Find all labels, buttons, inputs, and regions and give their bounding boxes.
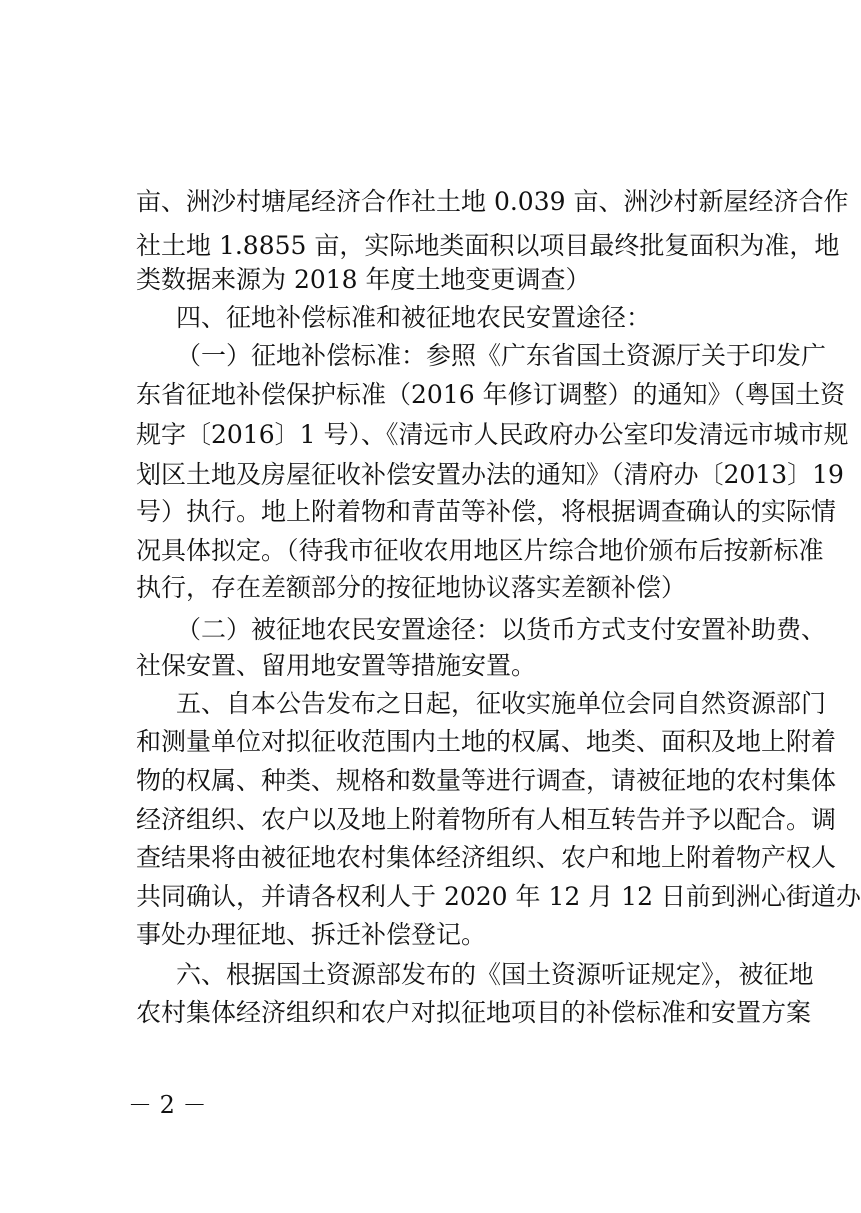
text-line: 亩、洲沙村塘尾经济合作社土地 0.039 亩、洲沙村新屋经济合作 [136,187,849,216]
text-line: 物的权属、种类、规格和数量等进行调查，请被征地的农村集体 [136,766,837,795]
page-number: － 2 － [128,1091,207,1119]
text-line: 东省征地补偿保护标准（2016 年修订调整）的通知》（粤国土资 [136,380,846,409]
text-line: （二）被征地农民安置途径：以货币方式支付安置补助费、 [176,615,827,644]
text-line: 类数据来源为 2018 年度土地变更调查） [136,265,591,294]
text-line: 事处办理征地、拆迁补偿登记。 [136,920,487,949]
text-line: 和测量单位对拟征收范围内土地的权属、地类、面积及地上附着 [136,727,837,756]
section-heading: 四、征地补偿标准和被征地农民安置途径： [176,303,652,332]
text-line: 农村集体经济组织和农户对拟征地项目的补偿标准和安置方案 [136,998,812,1027]
text-line: 执行，存在差额部分的按征地协议落实差额补偿） [136,573,687,602]
text-line: 社土地 1.8855 亩，实际地类面积以项目最终批复面积为准，地 [136,231,840,260]
text-line: 经济组织、农户以及地上附着物所有人相互转告并予以配合。调 [136,805,837,834]
text-line: 五、自本公告发布之日起，征收实施单位会同自然资源部门 [176,689,827,718]
text-line: 况具体拟定。（待我市征收农用地区片综合地价颁布后按新标准 [136,536,824,565]
text-line: 查结果将由被征地农村集体经济组织、农户和地上附着物产权人 [136,843,837,872]
text-line: 六、根据国土资源部发布的《国土资源听证规定》，被征地 [176,960,814,989]
text-line: 规字〔2016〕1 号）、《清远市人民政府办公室印发清远市城市规 [136,420,849,449]
text-line: 社保安置、留用地安置等措施安置。 [136,651,537,680]
text-line: 共同确认，并请各权利人于 2020 年 12 月 12 日前到洲心街道办 [136,882,861,911]
text-line: 划区土地及房屋征收补偿安置办法的通知》（清府办〔2013〕19 [136,460,844,489]
text-line: （一）征地补偿标准：参照《广东省国土资源厅关于印发广 [176,341,827,370]
text-line: 号）执行。地上附着物和青苗等补偿，将根据调查确认的实际情 [136,497,837,526]
